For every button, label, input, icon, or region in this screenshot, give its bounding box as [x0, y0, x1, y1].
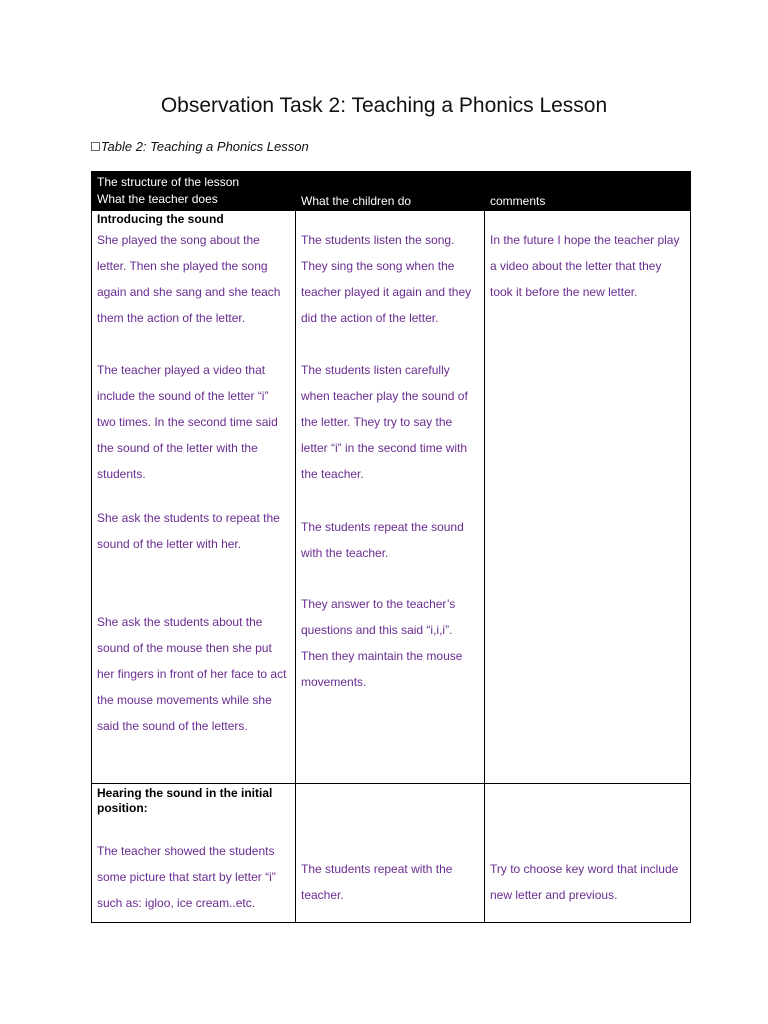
- teacher-cell-2: [92, 784, 296, 923]
- children-cell-2: [296, 784, 485, 923]
- header-teacher-cell: [92, 172, 296, 211]
- caption-text: Table 2: Teaching a Phonics Lesson: [100, 139, 309, 154]
- table-row-introducing: [92, 211, 691, 784]
- caption-anchor-icon: ☐: [90, 140, 101, 154]
- table-row-hearing: [92, 784, 691, 923]
- comments-paragraph: In the future I hope the teacher play a video about the letter that they took it before the new letter.: [490, 233, 680, 299]
- teacher-paragraph: The teacher played a video that include the sound of the letter “i” two times. In the second time said the sound of the letter with the students.: [97, 363, 278, 481]
- lesson-table: [91, 171, 691, 923]
- teacher-paragraph: She ask the students to repeat the sound of the letter with her.: [97, 511, 280, 551]
- teacher-paragraph: She played the song about the letter. Then she played the song again and she sang and she teach them the action of the letter.: [97, 233, 281, 325]
- document-title: Observation Task 2: Teaching a Phonics Lesson: [160, 94, 608, 117]
- children-paragraph: They answer to the teacher’s questions and this said “i,i,i”. Then they maintain the mouse movements.: [301, 597, 463, 689]
- comments-paragraph: Try to choose key word that include new letter and previous.: [490, 862, 679, 902]
- comments-cell-1: [485, 211, 691, 784]
- table-header-row: [92, 172, 691, 211]
- children-paragraph: The students repeat the sound with the teacher.: [301, 520, 464, 560]
- header-teacher: What the teacher does: [97, 192, 218, 206]
- section-title-introducing: Introducing the sound: [97, 212, 224, 226]
- children-paragraph: The students listen the song. They sing the song when the teacher played it again and they did the action of the letter.: [301, 233, 472, 325]
- teacher-paragraph: She ask the students about the sound of the mouse then she put her fingers in front of her face to act the mouse movements while she said the sound of the letters.: [97, 615, 287, 733]
- header-children: What the children do: [296, 172, 485, 211]
- comments-cell-2: [485, 784, 691, 923]
- children-paragraph: The students repeat with the teacher.: [301, 862, 453, 902]
- children-paragraph: The students listen carefully when teacher play the sound of the letter. They try to say the letter “i” in the second time with the teacher.: [301, 363, 468, 481]
- table-caption: [90, 139, 309, 154]
- section-title-hearing: Hearing the sound in the initial position:: [97, 786, 273, 815]
- teacher-cell-1: [92, 211, 296, 784]
- teacher-paragraph: The teacher showed the students some picture that start by letter “i” such as: igloo, ice cream..etc.: [97, 844, 276, 910]
- header-structure: The structure of the lesson: [97, 175, 240, 189]
- header-comments: comments: [485, 172, 691, 211]
- children-cell-1: [296, 211, 485, 784]
